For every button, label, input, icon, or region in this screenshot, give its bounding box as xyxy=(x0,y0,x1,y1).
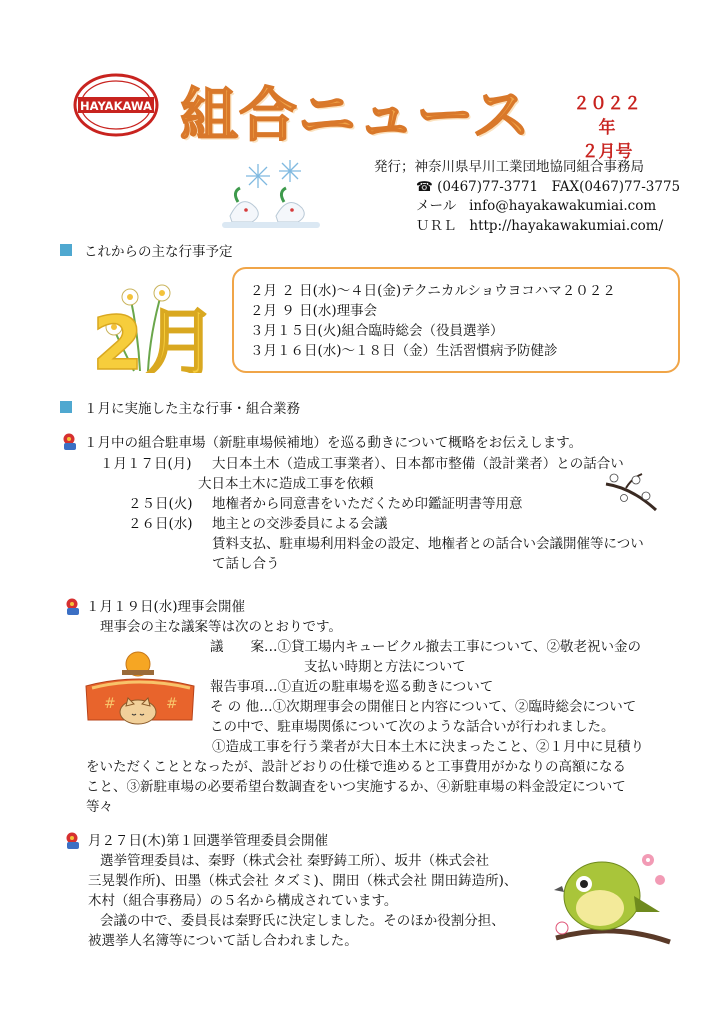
activity2-intro: 理事会の主な議案等は次のとおりです。 xyxy=(100,619,342,635)
activity1-title: １月中の組合駐車場（新駐車場候補地）を巡る動きについて概略をお伝えします。 xyxy=(84,435,583,451)
schedule-heading xyxy=(60,240,233,260)
camellia-bullet-icon xyxy=(63,597,81,619)
issue-year: ２０２２年 xyxy=(573,94,641,138)
phone-fax xyxy=(374,178,680,198)
activity2-gian: 議 案…①貸工場内キュービクル撤去工事について、②敬老祝い金の xyxy=(210,639,642,655)
issue-date xyxy=(566,92,648,164)
activity2-p2: ①造成工事を行う業者が大日本土木に決まったこと、②１月中に見積り xyxy=(212,739,644,755)
snow-rabbit-illustration xyxy=(222,158,320,232)
february-graphic xyxy=(90,273,226,373)
schedule-item: ３月１５日(火)組合臨時総会（役員選挙） xyxy=(250,323,504,339)
activity1-text6: て話し合う xyxy=(212,556,280,572)
publisher-info xyxy=(374,158,680,236)
white-eye-bird-illustration xyxy=(552,846,672,952)
activities-heading-text: １月に実施した主な行事・組合業務 xyxy=(84,401,300,417)
activity1-text2: 大日本土木に造成工事を依頼 xyxy=(198,476,374,492)
plum-branch-illustration xyxy=(602,470,660,518)
activity1-text3: 地権者から同意書をいただくため印鑑証明書等用意 xyxy=(212,496,523,512)
activity2-p4: こと、③新駐車場の必要希望台数調査をいつ実施するか、④新駐車場の料金設定について xyxy=(86,779,626,795)
activity1-text5: 賃料支払、駐車場利用料金の設定、地権者との話合い会議開催等につい xyxy=(212,536,644,552)
newsletter-title: 組合ニュース xyxy=(180,81,532,149)
url-link[interactable]: http://hayakawakumiai.com/ xyxy=(469,217,664,234)
activity3-p4: 会議の中で、委員長は秦野氏に決定しました。そのほか役割分担、 xyxy=(100,913,505,929)
url-label: ＵＲＬ xyxy=(416,217,457,234)
svg-text:2月: 2月 xyxy=(92,301,218,373)
activity1-date1: １月１７日(月) xyxy=(100,456,192,472)
hayakawa-logo xyxy=(72,72,160,138)
schedule-heading-text: これからの主な行事予定 xyxy=(84,244,233,260)
issue-month: ２月号 xyxy=(581,142,633,162)
activity2-title: １月１９日(水)理事会開催 xyxy=(86,599,246,615)
activity1-date3: ２５日(火) xyxy=(128,496,193,512)
activities-heading xyxy=(60,397,300,417)
mail-row xyxy=(374,197,680,217)
activity2-sonota: そ の 他…①次期理事会の開催日と内容について、②臨時総会について xyxy=(210,699,637,715)
activity1-text4: 地主との交渉委員による会議 xyxy=(212,516,388,532)
schedule-item: ２月 ２ 日(水)～４日(金)テクニカルショウヨコハマ２０２２ xyxy=(250,283,616,299)
url-row xyxy=(374,217,680,237)
mail-address[interactable]: info@hayakawakumiai.com xyxy=(469,198,657,214)
activity2-p3: をいただくこととなったが、設計どおりの仕様で進めると工事費用がかなりの高額になる xyxy=(86,759,626,775)
svg-text:#: # xyxy=(166,696,178,712)
activity2-p5: 等々 xyxy=(86,799,113,815)
activity1-date4: ２６日(水) xyxy=(128,516,193,532)
schedule-box xyxy=(232,267,680,373)
camellia-bullet-icon xyxy=(60,432,78,454)
activity3-p1: 選挙管理委員は、秦野（株式会社 秦野鋳工所）、坂井（株式会社 xyxy=(100,853,490,869)
schedule-item: ３月１６日(水)～１８日（金）生活習慣病予防健診 xyxy=(250,343,558,359)
section-square-icon xyxy=(60,244,72,256)
activity3-p2: 三晃製作所)、田墨（株式会社 タズミ)、開田（株式会社 開田鋳造所)、 xyxy=(88,873,518,889)
issuer: 発行；神奈川県早川工業団地協同組合事務局 xyxy=(374,159,644,175)
camellia-bullet-icon xyxy=(63,831,81,853)
svg-text:HAYAKAWA: HAYAKAWA xyxy=(80,99,152,113)
schedule-item: ２月 ９ 日(水)理事会 xyxy=(250,303,378,319)
svg-text:#: # xyxy=(104,696,116,712)
mail-label: メール xyxy=(416,198,457,214)
tel-fax-number: (0467)77-3771 FAX(0467)77-3775 xyxy=(437,178,681,195)
activity2-p1: この中で、駐車場関係について次のような話合いが行われました。 xyxy=(210,719,615,735)
section-square-icon xyxy=(60,401,72,413)
phone-icon: ☎ xyxy=(416,178,433,195)
activity2-gian2: 支払い時期と方法について xyxy=(304,659,466,675)
activity3-p5: 被選挙人名簿等について話し合われました。 xyxy=(88,933,358,949)
activity2-hokoku: 報告事項…①直近の駐車場を巡る動きについて xyxy=(210,679,494,695)
activity1-text1: 大日本土木（造成工事業者）、日本都市整備（設計業者）との話合い xyxy=(212,456,624,472)
activity3-p3: 木村（組合事務局）の５名から構成されています。 xyxy=(88,893,398,909)
kotatsu-cat-illustration xyxy=(82,650,200,726)
activity3-title: 月２７日(木)第１回選挙管理委員会開催 xyxy=(88,833,329,849)
